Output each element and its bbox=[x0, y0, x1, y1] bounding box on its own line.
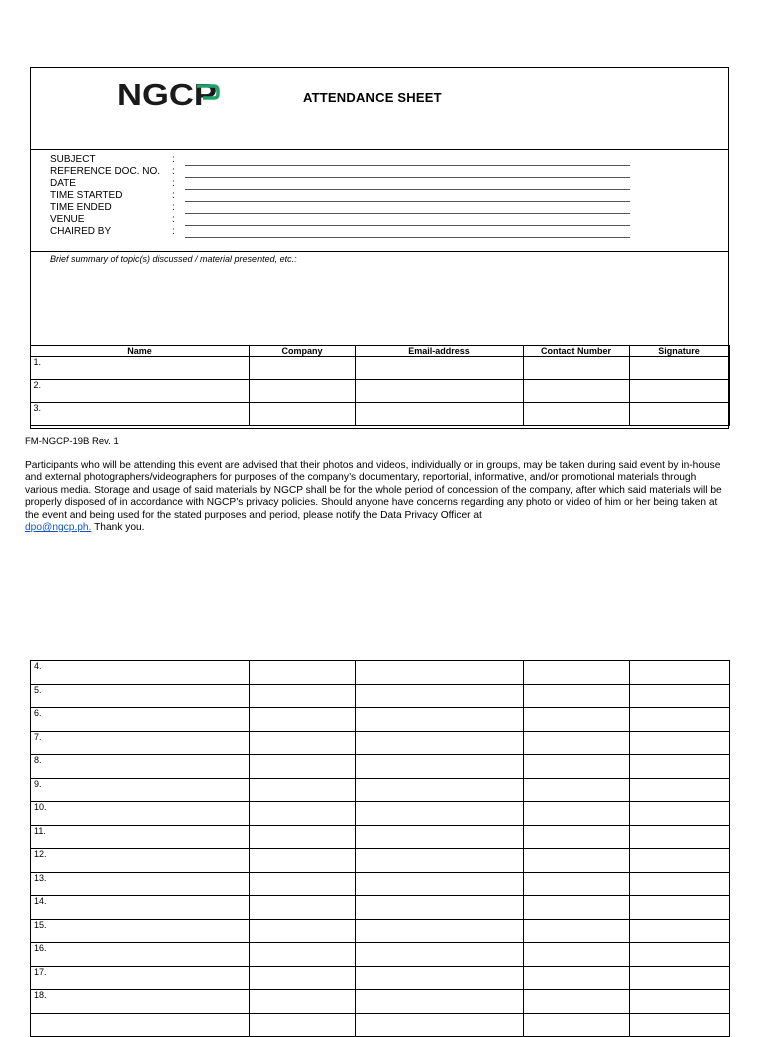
table-row bbox=[31, 896, 730, 920]
dpo-email-link[interactable]: dpo@ngcp.ph. bbox=[25, 522, 92, 534]
email-cell[interactable] bbox=[356, 896, 524, 920]
signature-cell[interactable] bbox=[629, 380, 729, 403]
attendance-table-top bbox=[30, 345, 730, 426]
column-header-name: Name bbox=[30, 346, 249, 357]
contact-number-cell[interactable] bbox=[524, 708, 630, 732]
contact-number-cell[interactable] bbox=[523, 357, 629, 380]
company-cell[interactable] bbox=[249, 380, 355, 403]
name-cell[interactable]: 8. bbox=[31, 755, 250, 779]
signature-cell[interactable] bbox=[630, 778, 730, 802]
table-row bbox=[31, 990, 730, 1014]
email-cell[interactable] bbox=[356, 661, 524, 685]
contact-number-cell[interactable] bbox=[524, 1013, 630, 1037]
table-header-row bbox=[30, 346, 729, 357]
name-cell[interactable]: 17. bbox=[31, 966, 250, 990]
column-header-email: Email-address bbox=[355, 346, 523, 357]
email-cell[interactable] bbox=[356, 943, 524, 967]
table-row bbox=[30, 357, 729, 380]
name-cell[interactable]: 5. bbox=[31, 684, 250, 708]
contact-number-cell[interactable] bbox=[524, 731, 630, 755]
privacy-notice bbox=[25, 460, 731, 534]
email-cell[interactable] bbox=[355, 403, 523, 426]
contact-number-cell[interactable] bbox=[524, 684, 630, 708]
signature-cell[interactable] bbox=[629, 403, 729, 426]
contact-number-cell[interactable] bbox=[524, 849, 630, 873]
name-cell[interactable]: 2. bbox=[30, 380, 249, 403]
company-cell[interactable] bbox=[250, 943, 356, 967]
contact-number-cell[interactable] bbox=[524, 778, 630, 802]
name-cell[interactable]: 18. bbox=[31, 990, 250, 1014]
name-cell[interactable]: 16. bbox=[31, 943, 250, 967]
email-cell[interactable] bbox=[356, 849, 524, 873]
contact-number-cell[interactable] bbox=[524, 919, 630, 943]
privacy-notice-text: Participants who will be attending this event are advised that their photos and videos, individually or in groups, may be taken during said event by in-house and external photographers/videographers for purposes of the company’s documentary, reportorial, informative, and/or promotional materials through various media. Storage and usage of said materials by NGCP shall be for the whole period of concession of the company, after which said materials will be properly disposed of in accordance with NGCP’s privacy policies. Should anyone have concerns regarding any photo or video of him or her being taken at the event and being used for the stated purposes and period, please notify the Data Privacy Officer at bbox=[25, 460, 722, 521]
form-code: FM-NGCP-19B Rev. 1 bbox=[25, 436, 119, 447]
name-cell[interactable]: 1. bbox=[30, 357, 249, 380]
signature-cell[interactable] bbox=[630, 943, 730, 967]
signature-cell[interactable] bbox=[630, 825, 730, 849]
company-cell[interactable] bbox=[250, 661, 356, 685]
contact-number-cell[interactable] bbox=[524, 966, 630, 990]
table-row bbox=[30, 380, 729, 403]
email-cell[interactable] bbox=[356, 990, 524, 1014]
company-cell[interactable] bbox=[250, 825, 356, 849]
field-line-time-ended[interactable] bbox=[185, 213, 630, 214]
name-cell[interactable] bbox=[31, 1013, 250, 1037]
email-cell[interactable] bbox=[356, 708, 524, 732]
signature-cell[interactable] bbox=[630, 661, 730, 685]
svg-text:NGCP: NGCP bbox=[117, 78, 217, 110]
table-row bbox=[31, 755, 730, 779]
signature-cell[interactable] bbox=[630, 896, 730, 920]
field-line-subject[interactable] bbox=[185, 165, 630, 166]
signature-cell[interactable] bbox=[630, 1013, 730, 1037]
name-cell[interactable]: 4. bbox=[31, 661, 250, 685]
ngcp-logo bbox=[117, 78, 221, 110]
name-cell[interactable]: 10. bbox=[31, 802, 250, 826]
company-cell[interactable] bbox=[250, 1013, 356, 1037]
contact-number-cell[interactable] bbox=[524, 896, 630, 920]
name-cell[interactable]: 14. bbox=[31, 896, 250, 920]
table-row bbox=[31, 849, 730, 873]
column-header-company: Company bbox=[249, 346, 355, 357]
field-label: CHAIRED BY bbox=[50, 226, 112, 237]
company-cell[interactable] bbox=[249, 357, 355, 380]
attendance-form-header: NGCP ATTENDANCE SHEET SUBJECT : REFERENCE DOC. NO. : DATE : TIME STARTED : TIME ENDED : VENUE : CHAIRED BY : Brief summary of topic(s) discussed / material presented, etc.: Name Company Email-address Contact Number Signature 1. 2. 3. bbox=[30, 67, 729, 429]
table-row bbox=[31, 825, 730, 849]
column-header-signature: Signature bbox=[629, 346, 729, 357]
email-cell[interactable] bbox=[356, 802, 524, 826]
name-cell[interactable]: 15. bbox=[31, 919, 250, 943]
field-label: TIME STARTED bbox=[50, 190, 123, 201]
table-row bbox=[31, 872, 730, 896]
table-row bbox=[31, 1013, 730, 1037]
attendance-table-continued bbox=[30, 660, 730, 1037]
name-cell[interactable]: 3. bbox=[30, 403, 249, 426]
company-cell[interactable] bbox=[249, 403, 355, 426]
header-divider bbox=[31, 149, 728, 150]
signature-cell[interactable] bbox=[630, 966, 730, 990]
email-cell[interactable] bbox=[356, 731, 524, 755]
signature-cell[interactable] bbox=[630, 990, 730, 1014]
field-label: SUBJECT bbox=[50, 154, 96, 165]
column-header-contact: Contact Number bbox=[523, 346, 629, 357]
company-cell[interactable] bbox=[250, 802, 356, 826]
signature-cell[interactable] bbox=[630, 919, 730, 943]
email-cell[interactable] bbox=[356, 872, 524, 896]
name-cell[interactable]: 7. bbox=[31, 731, 250, 755]
email-cell[interactable] bbox=[356, 966, 524, 990]
table-row bbox=[31, 778, 730, 802]
table-row bbox=[31, 802, 730, 826]
field-line-date[interactable] bbox=[185, 189, 630, 190]
page-title: ATTENDANCE SHEET bbox=[303, 90, 442, 105]
field-line-reference-doc-no[interactable] bbox=[185, 177, 630, 178]
field-label: DATE bbox=[50, 178, 76, 189]
summary-divider bbox=[31, 251, 728, 252]
company-cell[interactable] bbox=[250, 731, 356, 755]
company-cell[interactable] bbox=[250, 896, 356, 920]
signature-cell[interactable] bbox=[630, 684, 730, 708]
field-label: VENUE bbox=[50, 214, 85, 225]
company-cell[interactable] bbox=[250, 755, 356, 779]
email-cell[interactable] bbox=[356, 825, 524, 849]
email-cell[interactable] bbox=[356, 919, 524, 943]
email-cell[interactable] bbox=[355, 380, 523, 403]
contact-number-cell[interactable] bbox=[524, 872, 630, 896]
contact-number-cell[interactable] bbox=[524, 943, 630, 967]
table-row bbox=[31, 966, 730, 990]
company-cell[interactable] bbox=[250, 778, 356, 802]
signature-cell[interactable] bbox=[630, 849, 730, 873]
email-cell[interactable] bbox=[356, 778, 524, 802]
table-row bbox=[31, 684, 730, 708]
company-cell[interactable] bbox=[250, 708, 356, 732]
contact-number-cell[interactable] bbox=[523, 380, 629, 403]
company-cell[interactable] bbox=[250, 990, 356, 1014]
company-cell[interactable] bbox=[250, 849, 356, 873]
field-line-time-started[interactable] bbox=[185, 201, 630, 202]
table-row bbox=[31, 731, 730, 755]
email-cell[interactable] bbox=[356, 684, 524, 708]
signature-cell[interactable] bbox=[630, 755, 730, 779]
email-cell[interactable] bbox=[355, 357, 523, 380]
contact-number-cell[interactable] bbox=[524, 661, 630, 685]
table-row bbox=[30, 403, 729, 426]
signature-cell[interactable] bbox=[630, 802, 730, 826]
name-cell[interactable]: 12. bbox=[31, 849, 250, 873]
field-label: TIME ENDED bbox=[50, 202, 112, 213]
email-cell[interactable] bbox=[356, 1013, 524, 1037]
table-row bbox=[31, 708, 730, 732]
signature-cell[interactable] bbox=[630, 708, 730, 732]
table-row bbox=[31, 943, 730, 967]
name-cell[interactable]: 11. bbox=[31, 825, 250, 849]
table-row bbox=[31, 919, 730, 943]
contact-number-cell[interactable] bbox=[524, 825, 630, 849]
company-cell[interactable] bbox=[250, 966, 356, 990]
field-line-venue[interactable] bbox=[185, 225, 630, 226]
company-cell[interactable] bbox=[250, 872, 356, 896]
name-cell[interactable]: 13. bbox=[31, 872, 250, 896]
signature-cell[interactable] bbox=[630, 731, 730, 755]
field-line-chaired-by[interactable] bbox=[185, 237, 630, 238]
field-label: REFERENCE DOC. NO. bbox=[50, 166, 161, 177]
signature-cell[interactable] bbox=[630, 872, 730, 896]
privacy-notice-closing: Thank you. bbox=[91, 522, 145, 534]
name-cell[interactable]: 6. bbox=[31, 708, 250, 732]
signature-cell[interactable] bbox=[629, 357, 729, 380]
contact-number-cell[interactable] bbox=[523, 403, 629, 426]
contact-number-cell[interactable] bbox=[524, 990, 630, 1014]
contact-number-cell[interactable] bbox=[524, 802, 630, 826]
table-row bbox=[31, 661, 730, 685]
company-cell[interactable] bbox=[250, 684, 356, 708]
email-cell[interactable] bbox=[356, 755, 524, 779]
name-cell[interactable]: 9. bbox=[31, 778, 250, 802]
contact-number-cell[interactable] bbox=[524, 755, 630, 779]
summary-label: Brief summary of topic(s) discussed / material presented, etc.: bbox=[50, 254, 297, 264]
company-cell[interactable] bbox=[250, 919, 356, 943]
